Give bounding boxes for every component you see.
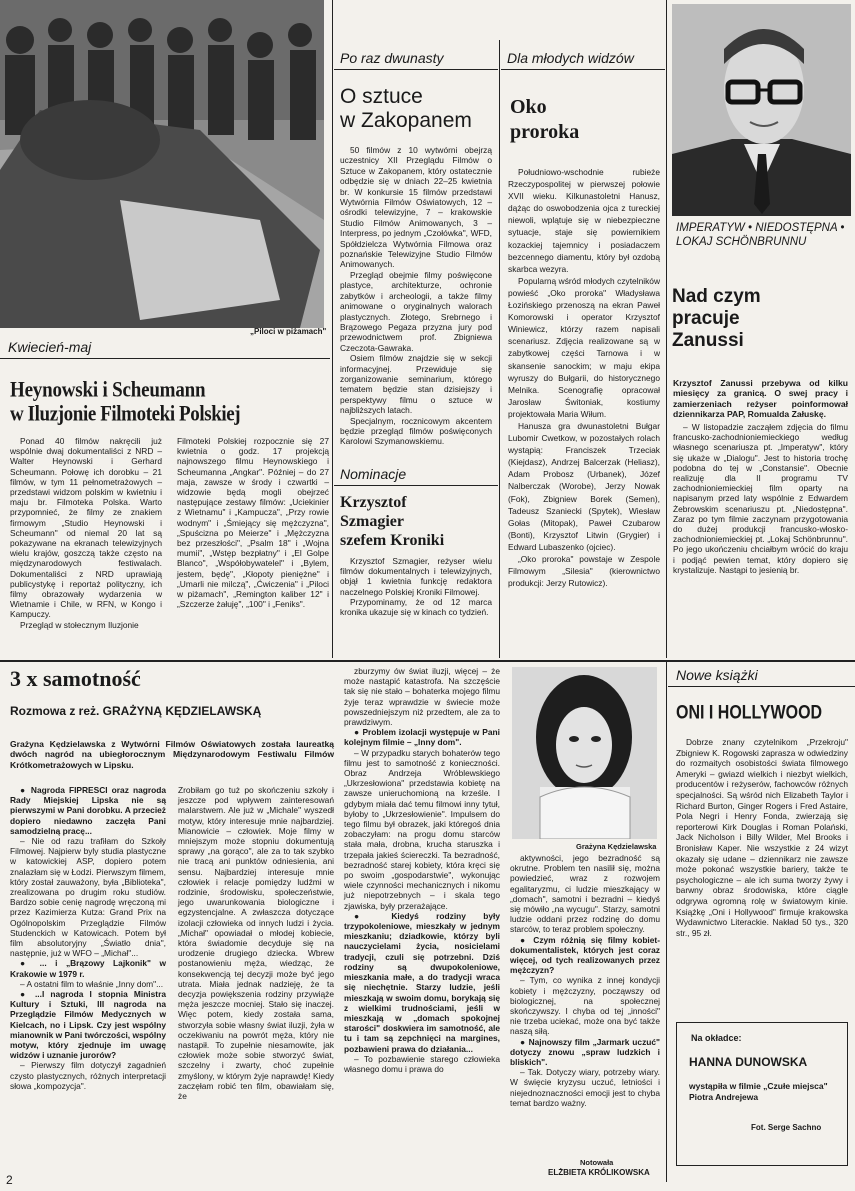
samotnosc-lead: Grażyna Kędzielawska z Wytwórni Filmów Oświatowych została laureatką dwóch nagród na ubiegłorocznym Międzynarodowym Festiwalu Filmów Krótkometrażowych w Lipsku. [10,739,334,770]
kedzielawska-caption: Grażyna Kędzielawska [576,842,657,851]
oko-body: Południowo-wschodnie rubieże Rzeczypospolitej w pierwszej połowie XVII wieku. Kilkunastoletni Hanusz, dążąc do oswobodzenia ojca z tureckiej niewoli, wplątuje się w niebezpieczne sytuacje, staje się powiernikiem kozackiej tajemnicy i posiadaczem bezcennego diamentu, który był ozdobą skarbca wezyra. Popularną wśród młodych czytelników powieść „Oko proroka" Władysława Łozińskiego przenoszą na ekran Paweł Komorowski i operator Krzysztof Winiewicz, którzy razem napisali scenariusz. Zdjęcia realizowane są w zabytkowej części Tarnowa i w skansenie sanockim; w maju ekipa wyruszy do Bułgarii, do historycznego Melnika. Scenografię opracował Jarosław Świtoniak, kostiumy projektowała Maria Wiłum. Hanusza gra dwunastoletni Bułgar Lubomir Cwetkow, w pozostałych rolach wystąpią: Franciszek Trzeciak (Kiejdasz), Andrzej Balcerzak (Heliasz), Adam Probosz (Urbanek), Józef Nalberczak (Worobe), Jerzy Nowak (Fok), Zbigniew Borek (Semen), Tadeusz Szaniecki (Spytek), Wiesław Gołas (Mitopak), Paweł Czubarow (Bonti), Krzysztof Litwin (Grygier) i Edward Lubaszenko (ojciec). „Oko proroka" powstaje w Zespole Filmowym „Silesia" (kierownictwo produkcji: Jerzy Rutowicz). [508,167,660,589]
heynowski-col1: Ponad 40 filmów nakręcili już wspólnie dwaj dokumentaliści z NRD – Walter Heynowski i Gerhard Scheumann. Połowę ich dorobku – 21 filmów, w tym 11 pełnometrażowych – przedstawi widzom polskim w kwietniu i maju br. Filmoteka Polska. Warto przypomnieć, że filmy ze znakiem firmowym „Studio Heynowski i Scheumann" od niemal 20 lat są pokazywane na ekranach telewizyjnych wielu krajów, goszczą także często na międzynarodowych festiwalach. Dokumentaliści z NRD uprawiają publicystykę i reportaż polityczny, ich filmy obrazowały wydarzenia w Wietnamie i Chile, w RFN, w Kongo i Kampuczy. Przegląd w stołecznym Iluzjonie [10,436,162,630]
interview-question: ● Nagroda FIPRESCI oraz nagroda Rady Miejskiej Lipska nie są pierwszymi w Pani dorobku. A przecież dopiero niedawno zaczęła Pani samodzielną pracę... [10,785,166,836]
headline-szmagier-3: szefem Kroniki [340,532,445,549]
headline-hollywood: ONI I HOLLYWOOD [676,703,823,724]
headline-szmagier-2: Szmagier [340,513,404,530]
section-label-nowe-ksiazki: Nowe książki [676,667,758,683]
interview-answer: – Pierwszy film dotyczył zagadnień czysto plastycznych, różnych interpretacji słowa „kompozycja". [10,1060,166,1091]
photo-caption-piloci: „Piloci w piżamach" [250,327,327,336]
interview-answer: – Nie od razu trafiłam do Szkoły Filmowej. Najpierw byly studia plastyczne w katowickiej ASP, dopiero potem znalazłam się w Łodzi. Pierwszym filmem, który został zauważony, była „Biblioteka", zrealizowana po drugim roku studiów. Bardzo sobie cenię nagrodę wręczoną mi przez Kazimierza Kutza: Grand Prix na Ogólnopolskim Przeglądzie Filmów Studenckich w Katowicach. Potem był film absolutoryjny „Światło dnia", następnie, już w WFO – „Michał"... [10,836,166,959]
zanussi-portrait [672,4,851,216]
section-label-kwiecien: Kwiecień-maj [8,339,92,355]
section-label-po-raz: Po raz dwunasty [340,50,444,66]
interview-answer: – W przypadku starych bohaterów tego filmu jest to samotność z konieczności. Obraz Andrzeja Wróblewskiego „Ukrzesłowiona" przedstawia kobietę na zawsze unieruchomioną na krześle. I gdybym miała dać temu filmowi inny tytuł, byłoby to „Ukrzesłowienie". Impulsem do tego filmu był obrazek, jaki któregoś dnia zobaczyłam: na progu domu starców stała mała, drobna, krucha staruszka i trzepała jakieś ściereczki. Ta bezradność, bezradność starej kobiety, która kręci się po swoim „gospodarstwie", wykonując wiele czynności mechanicznych i nikomu już niepotrzebnych – i skala tego zjawiska, były przerażające. [344,747,500,911]
zakopane-body: 50 filmów z 10 wytwórni obejrzą uczestnicy XII Przeglądu Filmów o Sztuce w Zakopanem, który ostatecznie odbędzie się w dniach 22–25 kwietnia br. W konkursie 15 filmów przedstawi Wytwórnia Filmów Oświatowych, 12 – ośrodki telewizyjne, 7 – krakowskie Studio Filmów Animowanych, 3 – Interpress, po jednym „Czołówka", WFD, Spółdzielcza Wytwórnia Filmowa oraz poznańskie Telewizyjne Studio Filmów Animowanych. Przegląd obejmie filmy poświęcone plastyce, architekturze, ochronie zabytków i archeologii, a także filmy animowane o oryginalnych walorach plastycznych. Złotego, Srebrnego i Brązowego Pegaza przyzna jury pod przewodnictwem prof. Zbigniewa Czeczota-Gawraka. Osiem filmów znajdzie się w sekcji informacyjnej. Przewiduje się zorganizowanie seminarium, którego tematem będzie stan dzisiejszy i perspektywy filmu o sztuce w najbliższych latach. Specjalnym, rocznicowym akcentem będzie przegląd filmów poświęconych Karolowi Szymanowskiemu. [340,145,492,447]
cover-box [676,1022,848,1166]
samotnosc-col1 [10,785,166,1091]
interview-question: ● ...I nagroda I stopnia Ministra Kultury i Sztuki, III nagroda na Przeglądzie Filmów Medycznych w Kielcach, no i Lipsk. Czy jest wspólny mianownik w Pani twórczości, wspólny motyw, który zjednuje im uwagę widzów i uznanie jurorów? [10,989,166,1061]
headline-oko-1: Oko [510,96,547,118]
interview-answer: aktywności, jego bezradność są okrutne. Problem ten nasilił się, można powiedzieć, wraz z rozwojem egalitaryzmu, ci ludzie mieszkający w „domach", samotni i bezradni – kiedyś się mówiło „na wycugu". Starzy, samotni ludzie oddani przez rodzinę do domu starców, to teraz problem społeczny. [510,853,660,935]
headline-szmagier-1: Krzysztof [340,494,407,511]
interview-question: ● Problem izolacji występuje w Pani kolejnym filmie – „Inny dom". [344,727,500,748]
section-label-dla-mlodych: Dla młodych widzów [507,50,634,66]
cover-name: HANNA DUNOWSKA [689,1055,808,1069]
interview-question: ● Czym różnią się filmy kobiet-dokumentalistek, których jest coraz więcej, od tych realizowanych przez mężczyzn? [510,934,660,976]
headline-zanussi-1: Nad czym [672,286,761,307]
samotnosc-col3 [344,666,500,1074]
hollywood-body: Dobrze znany czytelnikom „Przekroju" Zbigniew K. Rogowski zaprasza w odwiedziny do rozmaitych osobistości świata filmowego Ameryki – gwiazd wielkich i niezbyt wielkich, producentów i reżyserów, fachowców różnych specjalności. Są wśród nich Elizabeth Taylor i Richard Burton, Ginger Rogers i Fred Astaire, Pola Negri i Henry Fonda, zwierzają się reporterowi Kirk Douglas i Roman Polański, Jack Nicholson i Billy Wilder, Mel Brooks i Bronisław Kaper. Nie wszystkie z 24 wizyt okazały się udane – dziennikarz nie zawsze może pokonać wszystkie bariery, także te psychologiczne – ale ich suma tworzy żywy i barwny obraz środowiska, które ciągle odgrywa ogromną rolę w światowym kinie. Książkę „Oni i Hollywood" firmuje krakowska Wydawnictwo Literackie. Nakład 50 tys., 320 str., 95 zł. [676,737,848,938]
samotnosc-col4 [510,853,660,1108]
kedzielawska-portrait [512,667,657,839]
interview-answer: – Tym, co wynika z innej kondycji kobiety i mężczyzny, począwszy od biologicznej, na społecznej skończywszy. I chyba od tej „inności" nie trzeba uciekać, może ona być także naszą siłą. [510,975,660,1037]
cover-photo-credit: Fot. Serge Sachno [751,1123,822,1132]
samotnosc-col2: Zrobiłam go tuż po skończeniu szkoły i jeszcze pod wpływem zainteresowań malarstwem. Ale już w „Michale" wyszedł motyw, który interesuje mnie najbardziej. Mianowicie – człowiek. Moje filmy w mniejszym może stopniu dokumentują sprawy „na gorąco", ale za to tak szybko nie tracą ani punktów odniesienia, ani sensu. Najbardziej interesuje mnie człowiek i relacje pomiędzy ludźmi w rodzinie, środowisku, społeczeństwie, jego uwarunkowania biologiczne i egzystencjalne. A zwłaszcza dotyczące izolacji człowieka od innych ludzi i życia. „Michał" opowiadał o młodej kobiecie, która świadomie decyduje się na urodzenie drugiego dziecka. Wbrew postanowieniu męża, wiedząc, że konsekwencją tej decyzji może być jego utrata. Miała jednak nadzieję, że ta decyzja powiększenia rodziny przywiąże męża jeszcze mocniej. Stało się inaczej. Więc potem, kiedy została sama, stworzyła sobie własny świat iluzji, żyła w oczekiwaniu na powrót męża, który nie nastąpił. To zupełnie niesamowite, jak człowiek może sobie stworzyć świat, szczelny i zwarty, choć zupełnie zmyślony, w którym żyje naprawdę! Kiedy zaczęłam robić ten film, obawiałam się, że [178,785,334,1102]
headline-oko-2: proroka [510,121,580,143]
zanussi-photo-caption: IMPERATYW • NIEDOSTĘPNA • LOKAJ SCHÖNBRUNNU [676,222,845,248]
interview-answer: – Tak. Dotyczy wiary, potrzeby wiary. W święcie kryzysu uczuć, letniości i niejednoznaczności emocji jest to chyba temat bardzo ważny. [510,1067,660,1108]
cover-label: Na okładce: [691,1033,742,1043]
cover-desc: wystąpiła w filmie „Czułe miejsca" Piotra Andrejewa [689,1081,828,1102]
interview-question: ● ... i „Brązowy Lajkonik" w Krakowie w 1979 r. [10,958,166,979]
page-number: 2 [6,1173,13,1187]
section-label-nominacje: Nominacje [340,466,407,482]
signature-label: Notowała [580,1158,614,1167]
interview-question: ● Kiedyś rodziny były trzypokoleniowe, mieszkały w jednym mieszkaniu; dziadkowie, którzy byli nauczycielami życia, nosicielami tradycji, czuli się potrzebni. Dziś rodziny są dwupokoleniowe, mieszkania małe, a do tradycji wraca się niechętnie. Starzy ludzie, jeśli mieszkają w swoim domu, borykają się z wielkimi trudnościami, jeśli w mieszkają w „domach spokojnej starości" doskwiera im samotność, ale tu i tam są zepchnięci na margines, pozbawieni prawa do działania... [344,910,500,1054]
samotnosc-subtitle: Rozmowa z reż. GRAŻYNĄ KĘDZIELAWSKĄ [10,704,262,718]
zanussi-body: – W listopadzie zacząłem zdjęcia do filmu francusko-zachodnioniemieckiego według własnego scenariusza pt. „Imperatyw", który się ukaże w „Dialogu". Jest to historia trochę podobna do tej w „Constansie". Obecnie realizuję dla II programu TV zachodnioniemieckiej film oparty na napisanym przed laty wspólnie z Edwardem Żebrowskim scenariuszu pt. „Niedostępna". Zaraz po tym filmie zaczynam przygotowania do dużej produkcji francusko-włosko-zachodnioniemieckiej pt. „Lokaj Schönbrunnu". Po jego ukończeniu chciałbym wrócić do kraju i podjąć pewien temat, który dopiero się krystalizuje. Nastąpi to jesienią br. [673,422,848,575]
headline-zakopane-2: w Zakopanem [340,109,472,132]
interview-answer: – To pozbawienie starego człowieka własnego domu i prawa do [344,1053,500,1074]
nominacje-body: Krzysztof Szmagier, reżyser wielu filmów dokumentalnych i telewizyjnych, objął 1 kwietnia funkcję redaktora naczelnego Polskiej Kroniki Filmowej. Przypominamy, że od 12 marca kronika ukazuje się w kinach co tydzień. [340,556,492,618]
headline-samotnosc: 3 x samotność [10,666,141,691]
headline-zakopane-1: O sztuce [340,85,423,108]
headline-zanussi-3: Zanussi [672,330,744,351]
headline-heynowski-1: Heynowski i Scheumann [10,378,206,403]
interview-question: ● Najnowszy film „Jarmark uczuć" dotyczy znowu „spraw ludzkich i bliskich". [510,1036,660,1068]
headline-heynowski-2: w Iluzjonie Filmoteki Polskiej [10,402,241,427]
vietnam-photo [0,0,324,328]
interview-answer: zburzymy ów świat iluzji, więcej – że może nastąpić katastrofa. Na szczęście tak się nie stało – bohaterka mojego filmu żyje teraz wprawdzie w świecie może powszedniejszym niż przedtem, ale za to prawdziwym. [344,666,500,728]
headline-zanussi-2: pracuje [672,308,740,329]
interview-answer: – A ostatni film to właśnie „Inny dom"... [20,978,164,989]
signature: ELŻBIETA KRÓLIKOWSKA [548,1168,650,1177]
heynowski-col2: Filmoteki Polskiej rozpocznie się 27 kwietnia o godz. 17 projekcją najnowszego filmu Heynowskiego i Scheumanna „Angkar". Później – do 27 maja, zawsze w środy i czwartki – widzowie będą mogli obejrzeć następujące zestawy filmów: „Uciekinier z Wietnamu" i „Kampucza", „Przy rowie wodnym" i „Śmiejący się mężczyzna", „Spuścizna po Meierze" i „Mężczyzna bez przeszłości", „Psalm 18" i „Wojna mumii", „Wstęp bezpłatny" i „El Golpe Blanco", „Współobywatelel" i „Bylem, jestem, będę", „Kłopoty pieniężne" i „Umarli nie milczą", „Ćwiczenia" i „Piloci w piżamach", „Remington kaliber 12" i „Szczerze żałuję", „100" i „Feniks". [177,436,329,610]
zanussi-lead: Krzysztof Zanussi przebywa od kilku miesięcy za granicą. O swej pracy i zamierzeniach reżyser poinformował dziennikarza PAP, Romualda Załuskę. [673,378,848,420]
